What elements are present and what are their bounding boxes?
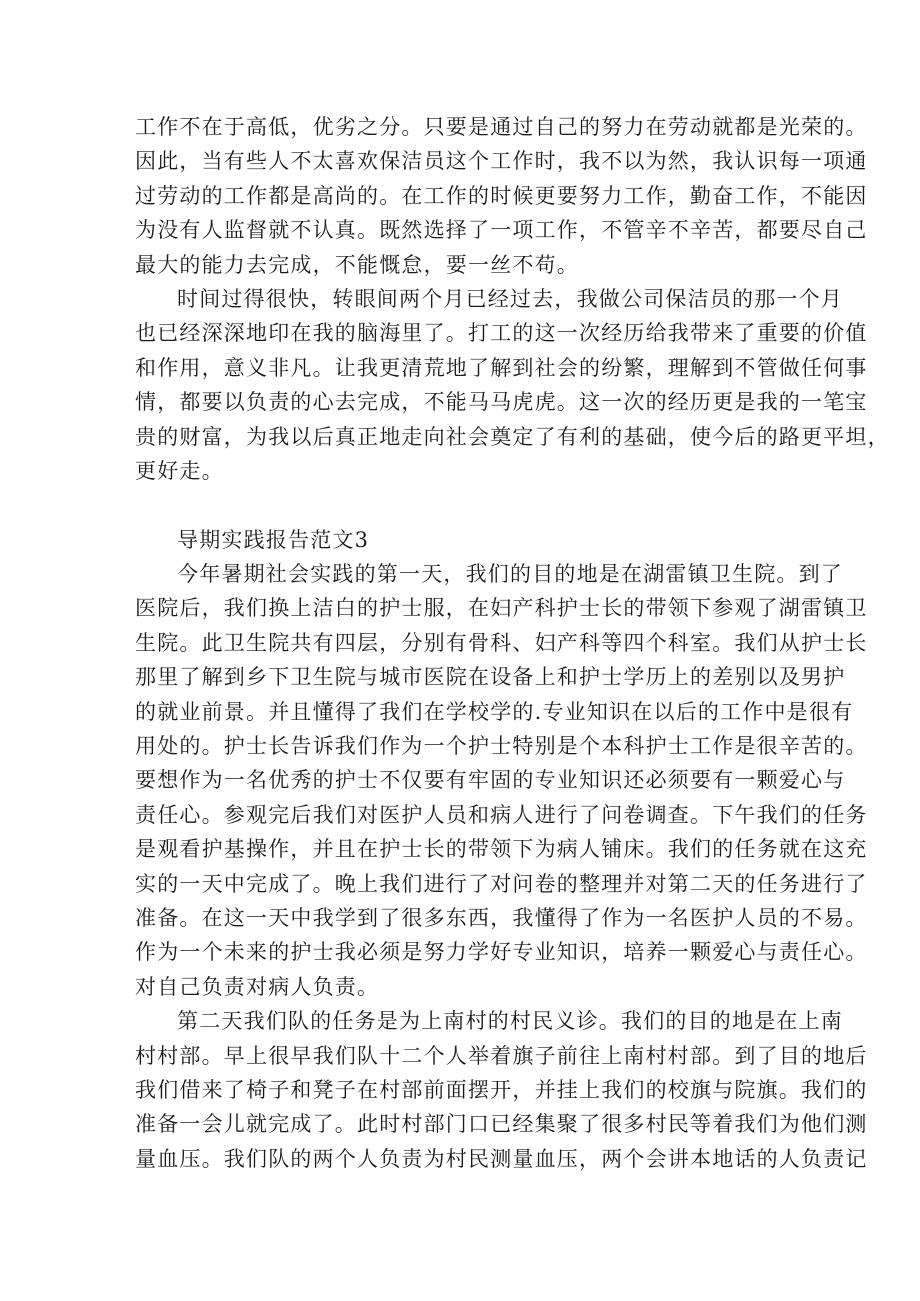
paragraph bbox=[135, 110, 868, 282]
paragraph bbox=[135, 1004, 868, 1176]
text-line: 过劳动的工作都是高尚的。在工作的时候更要努力工作，勤奋工作，不能因 bbox=[135, 183, 868, 208]
text-line: 也已经深深地印在我的脑海里了。打工的这一次经历给我带来了重要的价值 bbox=[135, 321, 868, 346]
text-line: 实的一天中完成了。晚上我们进行了对问卷的整理并对第二天的任务进行了 bbox=[135, 871, 868, 896]
text-line: 责任心。参观完后我们对医护人员和病人进行了问卷调查。下午我们的任务 bbox=[135, 802, 868, 827]
text-line: 更好走。 bbox=[135, 458, 224, 483]
text-line: 要想作为一名优秀的护士不仅要有牢固的专业知识还必须要有一颗爱心与 bbox=[135, 768, 846, 793]
text-line: 贵的财富，为我以后真正地走向社会奠定了有利的基础，使今后的路更平坦， bbox=[135, 424, 890, 449]
blank-line bbox=[135, 488, 795, 522]
document-body bbox=[135, 110, 890, 1176]
text-line: 那里了解到乡下卫生院与城市医院在设备上和护士学历上的差别以及男护 bbox=[135, 665, 846, 690]
text-line: 和作用，意义非凡。让我更清荒地了解到社会的纷繁，理解到不管做任何事 bbox=[135, 355, 868, 380]
text-line: 第二天我们队的任务是为上南村的村民义诊。我们的目的地是在上南 bbox=[177, 1009, 843, 1034]
text-line: 准备。在这一天中我学到了很多东西，我懂得了作为一名医护人员的不易。 bbox=[135, 905, 868, 930]
text-line: 量血压。我们队的两个人负责为村民测量血压，两个会讲本地话的人负责记 bbox=[135, 1146, 868, 1171]
text-line: 对自己负责对病人负责。 bbox=[135, 974, 380, 999]
text-line: 生院。此卫生院共有四层，分别有骨科、妇产科等四个科室。我们从护士长 bbox=[135, 630, 868, 655]
text-line: 作为一个未来的护士我必须是努力学好专业知识，培养一颗爱心与责任心。 bbox=[135, 940, 868, 965]
text-line: 医院后，我们换上洁白的护士服，在妇产科护士长的带领下参观了湖雷镇卫 bbox=[135, 596, 868, 621]
text-line: 工作不在于高低，优劣之分。只要是通过自己的努力在劳动就都是光荣的。 bbox=[135, 115, 868, 139]
section-heading bbox=[135, 523, 795, 557]
text-line: 用处的。护士长告诉我们作为一个护士特别是个本科护士工作是很辛苦的。 bbox=[135, 734, 868, 759]
text-line: 的就业前景。并且懂得了我们在学校学的.专业知识在以后的工作中是很有 bbox=[135, 699, 854, 724]
text-line: 情，都要以负责的心去完成，不能马马虎虎。这一次的经历更是我的一笔宝 bbox=[135, 390, 868, 415]
text-line: 村村部。早上很早我们队十二个人举着旗子前往上南村村部。到了目的地后 bbox=[135, 1043, 868, 1068]
text-line: 因此，当有些人不太喜欢保洁员这个工作时，我不以为然，我认识每一项通 bbox=[135, 149, 868, 174]
text-line: 是观看护基操作，并且在护士长的带领下为病人铺床。我们的任务就在这充 bbox=[135, 837, 868, 862]
text-line: 最大的能力去完成，不能慨怠，要一丝不苟。 bbox=[135, 252, 579, 277]
text-line: 准备一会儿就完成了。此时村部门口已经集聚了很多村民等着我们为他们测 bbox=[135, 1112, 868, 1137]
text-line: 今年暑期社会实践的第一天，我们的目的地是在湖雷镇卫生院。到了 bbox=[177, 562, 843, 587]
paragraph bbox=[135, 282, 890, 488]
text-line: 我们借来了椅子和凳子在村部前面摆开，并挂上我们的校旗与院旗。我们的 bbox=[135, 1077, 868, 1102]
paragraph bbox=[135, 557, 868, 1004]
text-line: 时间过得很快，转眼间两个月已经过去，我做公司保洁员的那一个月 bbox=[177, 286, 843, 311]
heading-text: 导期实践报告范文3 bbox=[177, 527, 370, 552]
text-line: 为没有人监督就不认真。既然选择了一项工作，不管辛不辛苦，都要尽自己 bbox=[135, 218, 868, 243]
